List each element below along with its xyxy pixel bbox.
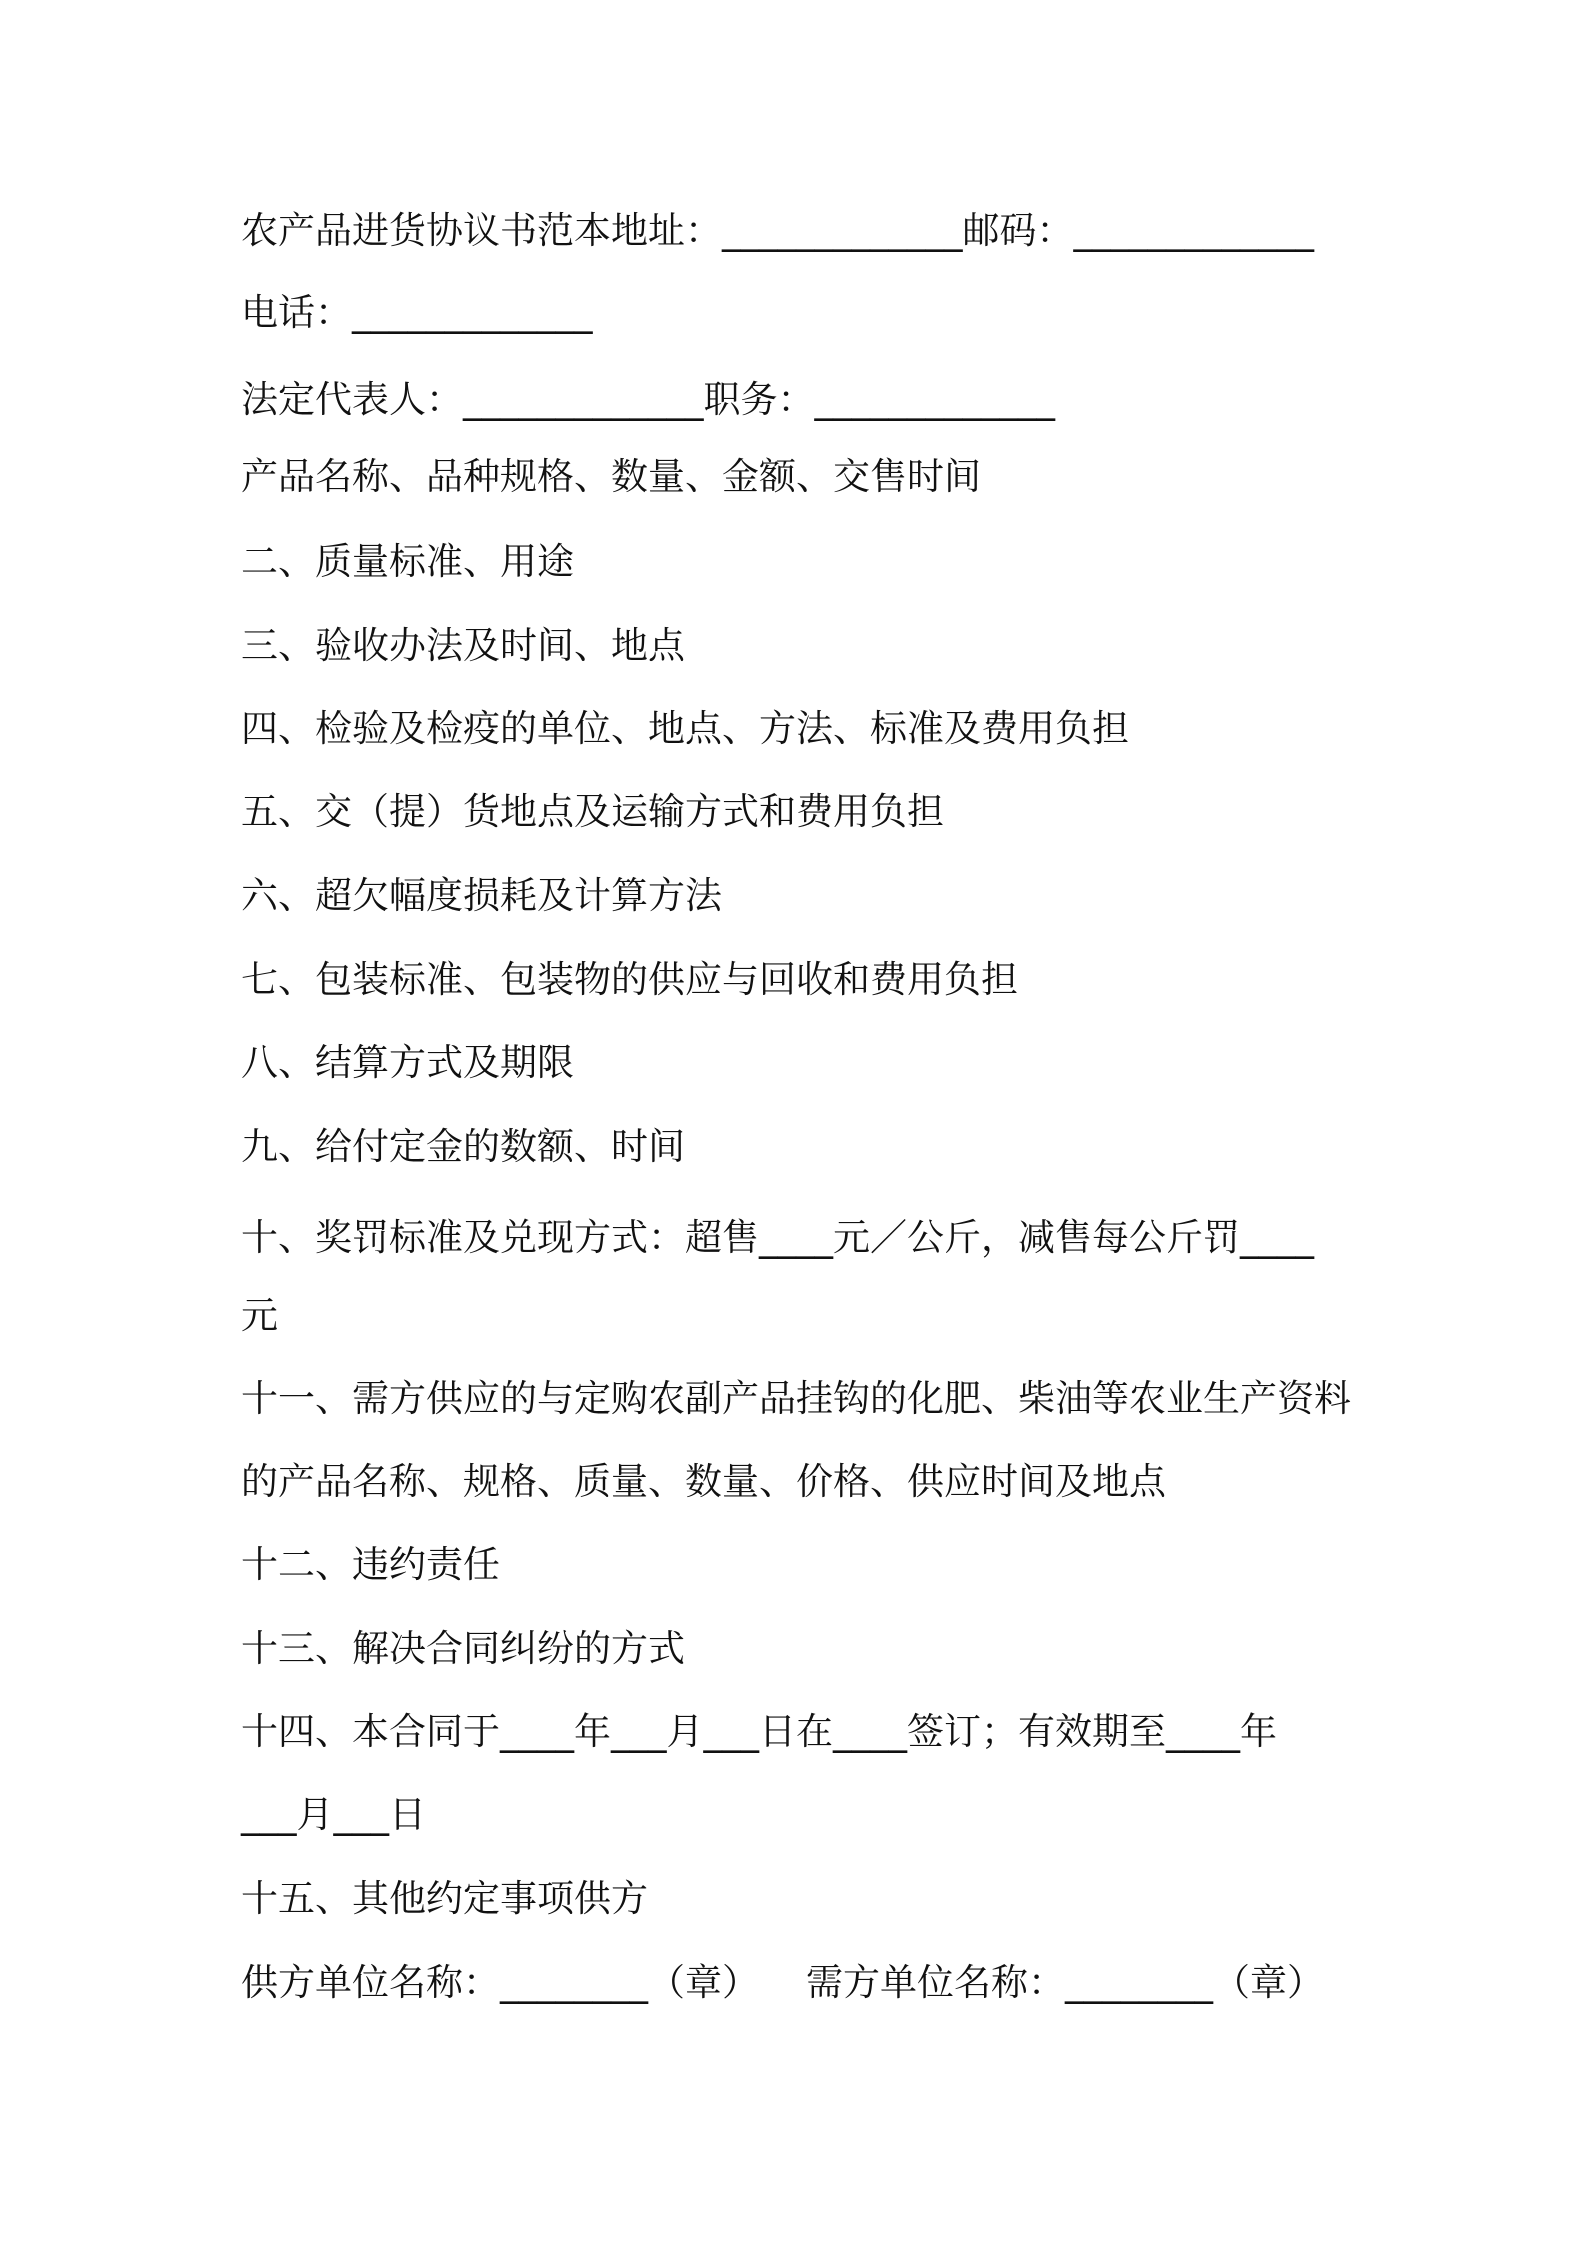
doc-line-item-4: 四、检验及检疫的单位、地点、方法、标准及费用负担	[241, 707, 1129, 750]
doc-line-address: 农产品进货协议书范本地址：_____________邮码：_____________	[241, 209, 1314, 252]
doc-line-item-8: 八、结算方式及期限	[241, 1041, 574, 1084]
doc-line-product: 产品名称、品种规格、数量、金额、交售时间	[241, 455, 981, 498]
doc-line-item-11-cont: 的产品名称、规格、质量、数量、价格、供应时间及地点	[241, 1460, 1166, 1503]
doc-line-item-7: 七、包装标准、包装物的供应与回收和费用负担	[241, 958, 1018, 1001]
doc-line-item-10: 十、奖罚标准及兑现方式：超售____元／公斤，减售每公斤罚____	[241, 1216, 1314, 1259]
doc-line-item-12: 十二、违约责任	[241, 1543, 500, 1586]
doc-line-item-6: 六、超欠幅度损耗及计算方法	[241, 874, 722, 917]
doc-line-item-9: 九、给付定金的数额、时间	[241, 1125, 685, 1168]
doc-line-representative: 法定代表人：_____________职务：_____________	[241, 378, 1055, 421]
doc-line-phone: 电话：_____________	[241, 291, 593, 334]
doc-line-item-15: 十五、其他约定事项供方	[241, 1877, 648, 1920]
doc-line-item-5: 五、交（提）货地点及运输方式和费用负担	[241, 790, 944, 833]
doc-line-item-3: 三、验收办法及时间、地点	[241, 624, 685, 667]
doc-line-item-2: 二、质量标准、用途	[241, 540, 574, 583]
doc-line-signatures: 供方单位名称：________（章） 需方单位名称：________（章）	[241, 1961, 1325, 2004]
doc-line-item-11: 十一、需方供应的与定购农副产品挂钩的化肥、柴油等农业生产资料	[241, 1377, 1351, 1420]
doc-line-item-14: 十四、本合同于____年___月___日在____签订；有效期至____年	[241, 1710, 1277, 1753]
doc-line-item-10-cont: 元	[241, 1294, 278, 1337]
doc-line-item-13: 十三、解决合同纠纷的方式	[241, 1627, 685, 1670]
doc-line-item-14-cont: ___月___日	[241, 1793, 426, 1836]
